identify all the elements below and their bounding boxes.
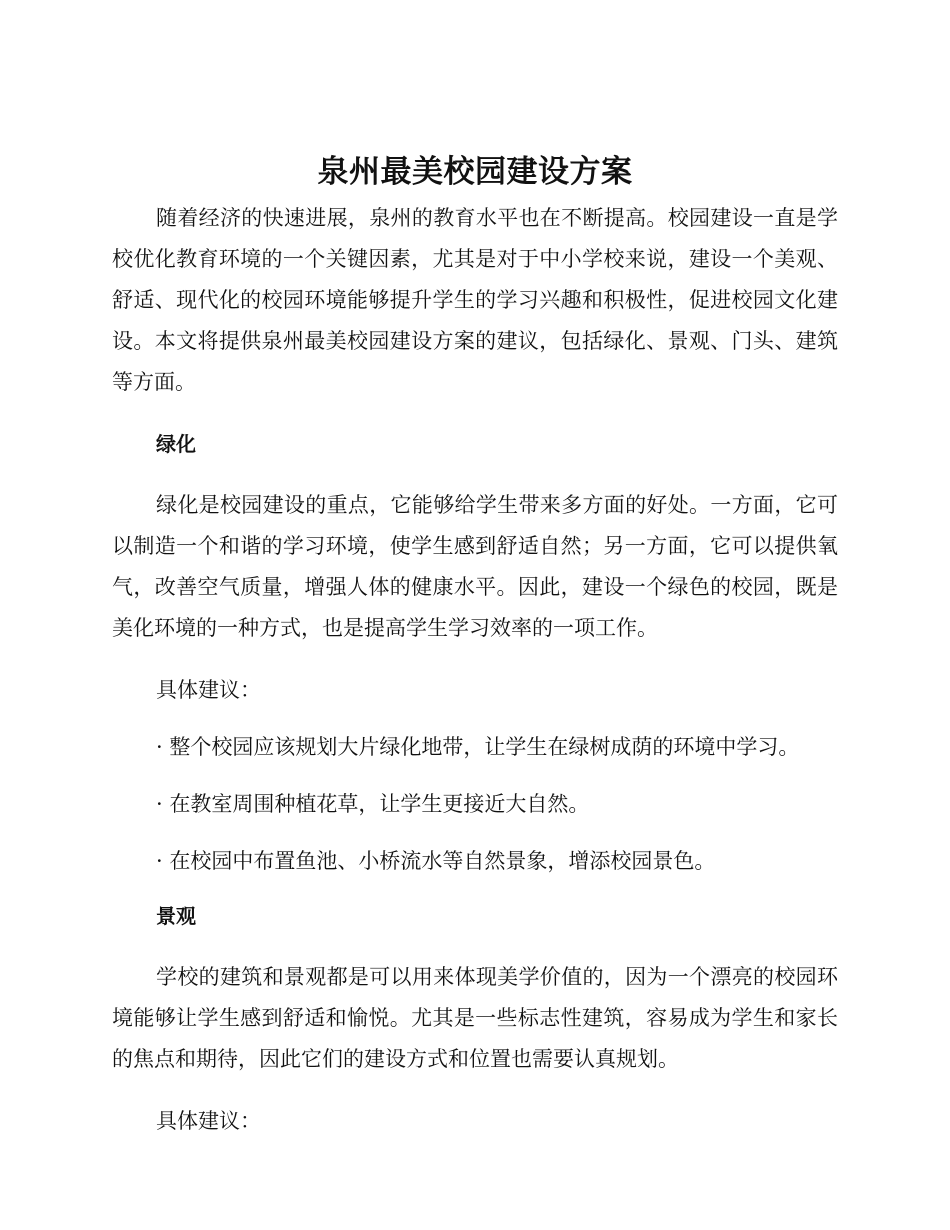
greening-paragraph: 绿化是校园建设的重点，它能够给学生带来多方面的好处。一方面，它可以制造一个和谐的学习环境，使学生感到舒适自然；另一方面，它可以提供氧气，改善空气质量，增强人体的健康水平。因此，建设一个绿色的校园，既是美化环境的一种方式，也是提高学生学习效率的一项工作。 bbox=[112, 493, 838, 640]
landscape-suggestion-label: 具体建议： bbox=[156, 1109, 261, 1133]
greening-bullet-3: · 在校园中布置鱼池、小桥流水等自然景象，增添校园景色。 bbox=[156, 849, 716, 873]
document-title: 泉州最美校园建设方案 bbox=[317, 154, 633, 190]
intro-paragraph: 随着经济的快速进展，泉州的教育水平也在不断提高。校园建设一直是学校优化教育环境的一个关键因素，尤其是对于中小学校来说，建设一个美观、舒适、现代化的校园环境能够提升学生的学习兴趣和积极性，促进校园文化建设。本文将提供泉州最美校园建设方案的建议，包括绿化、景观、门头、建筑等方面。 bbox=[112, 206, 838, 394]
greening-bullet-1: · 整个校园应该规划大片绿化地带，让学生在绿树成荫的环境中学习。 bbox=[156, 735, 800, 759]
landscape-paragraph: 学校的建筑和景观都是可以用来体现美学价值的，因为一个漂亮的校园环境能够让学生感到舒适和愉悦。尤其是一些标志性建筑，容易成为学生和家长的焦点和期待，因此它们的建设方式和位置也需要认真规划。 bbox=[112, 965, 838, 1071]
section-heading-greening: 绿化 bbox=[156, 432, 196, 456]
section-heading-landscape: 景观 bbox=[156, 904, 196, 928]
greening-bullet-2: · 在教室周围种植花草，让学生更接近大自然。 bbox=[156, 792, 590, 816]
greening-suggestion-label: 具体建议： bbox=[156, 678, 261, 702]
